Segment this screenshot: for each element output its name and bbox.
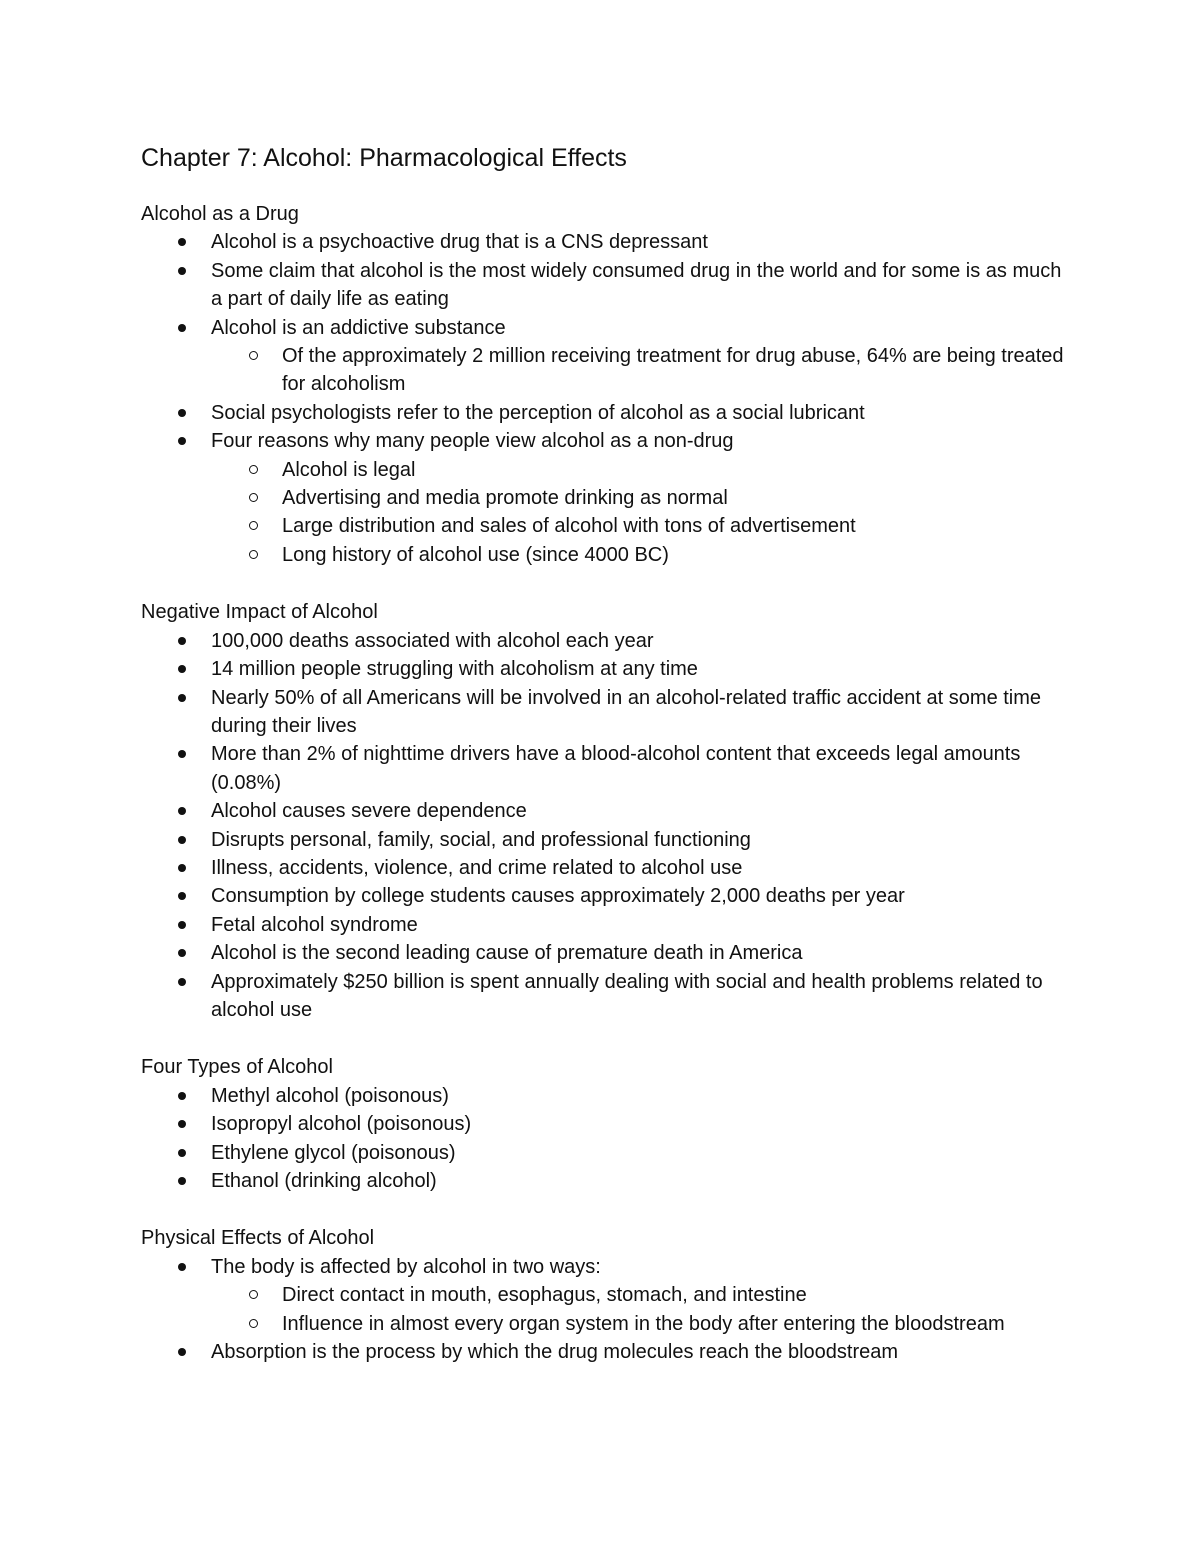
list-item bbox=[141, 826, 1071, 854]
list-item bbox=[141, 911, 1071, 939]
list-item bbox=[141, 427, 1071, 569]
page-title: Chapter 7: Alcohol: Pharmacological Effects bbox=[141, 144, 627, 172]
list-item-text: Alcohol is the second leading cause of premature death in America bbox=[211, 939, 1071, 967]
section-spacer bbox=[141, 1024, 1071, 1053]
list-item bbox=[141, 627, 1071, 655]
list-item-text: Four reasons why many people view alcohol as a non-drug bbox=[211, 427, 1071, 455]
list-item-text: Nearly 50% of all Americans will be involved in an alcohol-related traffic accident at some time during their lives bbox=[211, 684, 1071, 741]
list-item bbox=[141, 939, 1071, 967]
list-item-text: Alcohol is a psychoactive drug that is a CNS depressant bbox=[211, 228, 1071, 256]
list-item bbox=[141, 1110, 1071, 1138]
list-item-text: Isopropyl alcohol (poisonous) bbox=[211, 1110, 1071, 1138]
list-item bbox=[141, 314, 1071, 399]
section bbox=[141, 598, 1071, 1024]
document-body bbox=[141, 200, 1071, 1366]
section-spacer bbox=[141, 569, 1071, 598]
list-item-text: Methyl alcohol (poisonous) bbox=[211, 1082, 1071, 1110]
section bbox=[141, 1053, 1071, 1195]
list-item bbox=[141, 1082, 1071, 1110]
list-item-text: 14 million people struggling with alcoholism at any time bbox=[211, 655, 1071, 683]
section-heading: Negative Impact of Alcohol bbox=[141, 601, 378, 624]
list-item bbox=[141, 1139, 1071, 1167]
list-item-text: Alcohol is an addictive substance bbox=[211, 314, 1071, 342]
list-item-text: Some claim that alcohol is the most widely consumed drug in the world and for some is as much a part of daily life as eating bbox=[211, 257, 1071, 314]
list-item bbox=[141, 1338, 1071, 1366]
section bbox=[141, 200, 1071, 569]
sub-list-item bbox=[141, 1281, 1071, 1309]
list-item bbox=[141, 684, 1071, 741]
list-item bbox=[141, 740, 1071, 797]
sub-list-item bbox=[141, 456, 1071, 484]
sub-list-item-text: Influence in almost every organ system in the body after entering the bloodstream bbox=[282, 1310, 1071, 1338]
list-item bbox=[141, 882, 1071, 910]
list-item-text: The body is affected by alcohol in two ways: bbox=[211, 1253, 1071, 1281]
list-item bbox=[141, 655, 1071, 683]
list-item bbox=[141, 1253, 1071, 1338]
bullet-list bbox=[141, 1253, 1071, 1367]
list-item bbox=[141, 228, 1071, 256]
list-item bbox=[141, 968, 1071, 1025]
list-item bbox=[141, 399, 1071, 427]
sub-list-item bbox=[141, 484, 1071, 512]
section-heading: Physical Effects of Alcohol bbox=[141, 1227, 375, 1250]
document-page bbox=[141, 138, 1071, 1366]
list-item-text: Ethanol (drinking alcohol) bbox=[211, 1167, 1071, 1195]
section-heading: Alcohol as a Drug bbox=[141, 203, 299, 225]
bullet-list bbox=[141, 1082, 1071, 1196]
list-item-text: Fetal alcohol syndrome bbox=[211, 911, 1071, 939]
list-item-text: Social psychologists refer to the perception of alcohol as a social lubricant bbox=[211, 399, 1071, 427]
list-item-text: Approximately $250 billion is spent annually dealing with social and health problems related to alcohol use bbox=[211, 968, 1071, 1025]
sub-list-item-text: Of the approximately 2 million receiving treatment for drug abuse, 64% are being treated for alcoholism bbox=[282, 342, 1071, 399]
sub-list-item bbox=[141, 512, 1071, 540]
sub-list-item-text: Long history of alcohol use (since 4000 BC) bbox=[282, 541, 1071, 569]
list-item-text: Ethylene glycol (poisonous) bbox=[211, 1139, 1071, 1167]
sub-bullet-list bbox=[211, 456, 1071, 570]
list-item bbox=[141, 1167, 1071, 1195]
section bbox=[141, 1224, 1071, 1366]
sub-list-item bbox=[141, 342, 1071, 399]
list-item bbox=[141, 854, 1071, 882]
list-item-text: Consumption by college students causes approximately 2,000 deaths per year bbox=[211, 882, 1071, 910]
list-item-text: Illness, accidents, violence, and crime related to alcohol use bbox=[211, 854, 1071, 882]
sub-list-item-text: Advertising and media promote drinking as normal bbox=[282, 484, 1071, 512]
sub-bullet-list bbox=[211, 342, 1071, 399]
sub-list-item bbox=[141, 541, 1071, 569]
list-item-text: Alcohol causes severe dependence bbox=[211, 797, 1071, 825]
list-item-text: Absorption is the process by which the drug molecules reach the bloodstream bbox=[211, 1338, 1071, 1366]
list-item-text: 100,000 deaths associated with alcohol each year bbox=[211, 627, 1071, 655]
bullet-list bbox=[141, 627, 1071, 1025]
section-spacer bbox=[141, 1195, 1071, 1224]
list-item-text: Disrupts personal, family, social, and professional functioning bbox=[211, 826, 1071, 854]
sub-bullet-list bbox=[211, 1281, 1071, 1338]
sub-list-item-text: Direct contact in mouth, esophagus, stomach, and intestine bbox=[282, 1281, 1071, 1309]
sub-list-item bbox=[141, 1310, 1071, 1338]
section-heading: Four Types of Alcohol bbox=[141, 1056, 333, 1079]
list-item-text: More than 2% of nighttime drivers have a blood-alcohol content that exceeds legal amounts (0.08%) bbox=[211, 740, 1071, 797]
sub-list-item-text: Alcohol is legal bbox=[282, 456, 1071, 484]
bullet-list bbox=[141, 228, 1071, 569]
list-item bbox=[141, 797, 1071, 825]
sub-list-item-text: Large distribution and sales of alcohol with tons of advertisement bbox=[282, 512, 1071, 540]
list-item bbox=[141, 257, 1071, 314]
